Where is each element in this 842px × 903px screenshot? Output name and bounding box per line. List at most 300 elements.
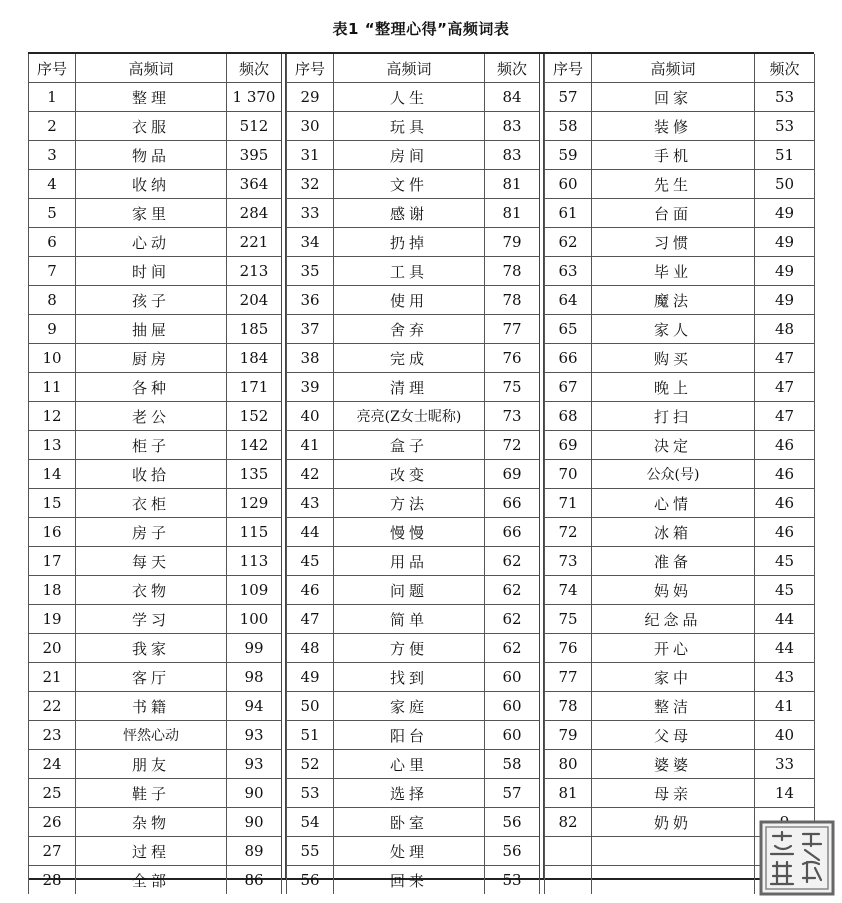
row-index: 71	[545, 489, 592, 518]
table-row	[29, 489, 282, 518]
row-index: 43	[287, 489, 334, 518]
row-index: 16	[29, 518, 76, 547]
row-word: 人生	[334, 83, 485, 112]
table-row	[287, 634, 540, 663]
row-index: 22	[29, 692, 76, 721]
row-index: 32	[287, 170, 334, 199]
row-word: 婆婆	[592, 750, 755, 779]
table-row	[287, 866, 540, 895]
row-word: 公众(号)	[592, 460, 755, 489]
row-frequency: 47	[755, 373, 815, 402]
row-word: 亮亮(Z女士昵称)	[334, 402, 485, 431]
row-frequency: 57	[485, 779, 540, 808]
row-frequency: 75	[485, 373, 540, 402]
row-frequency: 49	[755, 286, 815, 315]
row-word: 简单	[334, 605, 485, 634]
row-frequency: 98	[227, 663, 282, 692]
row-word: 完成	[334, 344, 485, 373]
row-frequency: 100	[227, 605, 282, 634]
row-frequency: 53	[485, 866, 540, 895]
row-index: 37	[287, 315, 334, 344]
row-index: 68	[545, 402, 592, 431]
table-row	[29, 373, 282, 402]
row-index: 42	[287, 460, 334, 489]
table-row	[287, 112, 540, 141]
row-index: 1	[29, 83, 76, 112]
header-index: 序号	[287, 54, 334, 83]
table-block-1	[28, 54, 282, 894]
row-word: 朋友	[76, 750, 227, 779]
row-frequency: 33	[755, 750, 815, 779]
table-row	[287, 344, 540, 373]
row-word: 物品	[76, 141, 227, 170]
row-frequency: 46	[755, 518, 815, 547]
row-frequency: 152	[227, 402, 282, 431]
table-row	[287, 315, 540, 344]
row-frequency: 62	[485, 605, 540, 634]
row-frequency: 56	[485, 837, 540, 866]
row-word: 文件	[334, 170, 485, 199]
table-row	[545, 83, 815, 112]
table-row	[29, 634, 282, 663]
row-index: 34	[287, 228, 334, 257]
row-index	[545, 837, 592, 866]
row-index: 58	[545, 112, 592, 141]
row-index: 4	[29, 170, 76, 199]
row-index: 56	[287, 866, 334, 895]
row-index: 53	[287, 779, 334, 808]
row-index: 19	[29, 605, 76, 634]
table-row	[287, 228, 540, 257]
row-word: 房子	[76, 518, 227, 547]
table-row	[545, 489, 815, 518]
row-index: 70	[545, 460, 592, 489]
row-word: 问题	[334, 576, 485, 605]
row-word: 开心	[592, 634, 755, 663]
row-frequency: 47	[755, 344, 815, 373]
row-word: 收纳	[76, 170, 227, 199]
row-frequency: 14	[755, 779, 815, 808]
table-row	[545, 547, 815, 576]
header-word: 高频词	[76, 54, 227, 83]
row-frequency: 142	[227, 431, 282, 460]
row-frequency: 221	[227, 228, 282, 257]
table-row	[29, 286, 282, 315]
row-frequency: 395	[227, 141, 282, 170]
row-frequency: 53	[755, 83, 815, 112]
row-frequency: 46	[755, 489, 815, 518]
row-index: 75	[545, 605, 592, 634]
row-word: 厨房	[76, 344, 227, 373]
frequency-table	[28, 52, 814, 890]
row-word: 工具	[334, 257, 485, 286]
row-word: 选择	[334, 779, 485, 808]
header-word: 高频词	[334, 54, 485, 83]
row-word: 怦然心动	[76, 721, 227, 750]
row-frequency: 94	[227, 692, 282, 721]
table-row	[29, 808, 282, 837]
row-index: 20	[29, 634, 76, 663]
row-index: 65	[545, 315, 592, 344]
row-frequency: 44	[755, 634, 815, 663]
row-word: 习惯	[592, 228, 755, 257]
table-row	[545, 402, 815, 431]
row-index: 78	[545, 692, 592, 721]
header-index: 序号	[545, 54, 592, 83]
table-row	[287, 257, 540, 286]
row-word: 家庭	[334, 692, 485, 721]
row-index: 60	[545, 170, 592, 199]
row-word: 杂物	[76, 808, 227, 837]
row-frequency: 185	[227, 315, 282, 344]
row-index: 48	[287, 634, 334, 663]
row-frequency: 90	[227, 808, 282, 837]
row-word: 扔掉	[334, 228, 485, 257]
row-word: 各种	[76, 373, 227, 402]
table-row	[29, 257, 282, 286]
table-row	[287, 83, 540, 112]
table-row	[545, 373, 815, 402]
row-word: 抽屉	[76, 315, 227, 344]
row-word: 阳台	[334, 721, 485, 750]
table-row	[545, 170, 815, 199]
row-word: 老公	[76, 402, 227, 431]
row-word: 奶奶	[592, 808, 755, 837]
row-index: 2	[29, 112, 76, 141]
row-index: 76	[545, 634, 592, 663]
row-index: 74	[545, 576, 592, 605]
row-frequency: 51	[755, 141, 815, 170]
table-block-3	[544, 54, 815, 894]
row-frequency: 86	[227, 866, 282, 895]
row-word: 心里	[334, 750, 485, 779]
row-index: 54	[287, 808, 334, 837]
table-row	[287, 170, 540, 199]
row-index: 5	[29, 199, 76, 228]
row-frequency: 89	[227, 837, 282, 866]
row-word: 找到	[334, 663, 485, 692]
row-frequency: 43	[755, 663, 815, 692]
table-row	[29, 199, 282, 228]
row-index: 81	[545, 779, 592, 808]
row-frequency: 53	[755, 112, 815, 141]
row-index: 33	[287, 199, 334, 228]
row-word: 心动	[76, 228, 227, 257]
row-index: 64	[545, 286, 592, 315]
row-index: 61	[545, 199, 592, 228]
table-row	[287, 750, 540, 779]
row-frequency: 83	[485, 112, 540, 141]
row-word: 衣物	[76, 576, 227, 605]
row-index: 69	[545, 431, 592, 460]
table-row	[29, 344, 282, 373]
row-index: 66	[545, 344, 592, 373]
row-frequency: 171	[227, 373, 282, 402]
row-word: 使用	[334, 286, 485, 315]
row-frequency: 81	[485, 170, 540, 199]
row-index: 49	[287, 663, 334, 692]
row-index: 21	[29, 663, 76, 692]
row-index: 47	[287, 605, 334, 634]
table-row	[545, 141, 815, 170]
row-index: 59	[545, 141, 592, 170]
row-index: 38	[287, 344, 334, 373]
row-word: 晚上	[592, 373, 755, 402]
row-frequency: 512	[227, 112, 282, 141]
row-frequency: 113	[227, 547, 282, 576]
row-frequency: 81	[485, 199, 540, 228]
row-word: 父母	[592, 721, 755, 750]
row-index: 18	[29, 576, 76, 605]
row-word: 处理	[334, 837, 485, 866]
table-row	[287, 402, 540, 431]
row-word: 整理	[76, 83, 227, 112]
row-word: 家里	[76, 199, 227, 228]
row-index: 14	[29, 460, 76, 489]
row-index: 82	[545, 808, 592, 837]
table-row	[287, 431, 540, 460]
row-frequency: 204	[227, 286, 282, 315]
table-row	[287, 199, 540, 228]
row-frequency: 99	[227, 634, 282, 663]
row-frequency: 84	[485, 83, 540, 112]
row-index: 31	[287, 141, 334, 170]
table-row	[545, 634, 815, 663]
table-row	[545, 605, 815, 634]
table-row	[545, 112, 815, 141]
table-row	[287, 518, 540, 547]
row-word: 卧室	[334, 808, 485, 837]
table-row	[29, 141, 282, 170]
header-freq: 频次	[485, 54, 540, 83]
row-word: 衣柜	[76, 489, 227, 518]
row-word: 魔法	[592, 286, 755, 315]
table-row	[287, 489, 540, 518]
row-word: 毕业	[592, 257, 755, 286]
table-row	[29, 315, 282, 344]
row-frequency: 48	[755, 315, 815, 344]
row-word: 衣服	[76, 112, 227, 141]
table-row	[29, 837, 282, 866]
row-word	[592, 866, 755, 895]
row-index: 35	[287, 257, 334, 286]
row-frequency: 44	[755, 605, 815, 634]
row-frequency: 46	[755, 460, 815, 489]
row-frequency: 46	[755, 431, 815, 460]
row-frequency: 49	[755, 199, 815, 228]
row-index: 13	[29, 431, 76, 460]
table-row	[29, 83, 282, 112]
table-row	[287, 692, 540, 721]
table-row	[287, 808, 540, 837]
row-index: 26	[29, 808, 76, 837]
row-frequency: 93	[227, 750, 282, 779]
row-index: 52	[287, 750, 334, 779]
row-word: 改变	[334, 460, 485, 489]
row-word: 母亲	[592, 779, 755, 808]
row-word: 盒子	[334, 431, 485, 460]
row-frequency: 58	[485, 750, 540, 779]
row-index: 17	[29, 547, 76, 576]
table-block-2	[286, 54, 540, 894]
row-word: 纪念品	[592, 605, 755, 634]
row-index: 45	[287, 547, 334, 576]
header-index: 序号	[29, 54, 76, 83]
row-word: 慢慢	[334, 518, 485, 547]
table-title: 表1 “整理心得”高频词表	[332, 20, 510, 38]
row-index: 3	[29, 141, 76, 170]
row-index: 23	[29, 721, 76, 750]
row-frequency: 78	[485, 257, 540, 286]
row-frequency: 60	[485, 692, 540, 721]
row-frequency: 62	[485, 576, 540, 605]
table-row	[545, 431, 815, 460]
row-frequency: 50	[755, 170, 815, 199]
header-freq: 频次	[755, 54, 815, 83]
row-word: 房间	[334, 141, 485, 170]
table-row	[287, 141, 540, 170]
row-word: 台面	[592, 199, 755, 228]
row-frequency: 93	[227, 721, 282, 750]
table-row	[287, 663, 540, 692]
row-word: 方法	[334, 489, 485, 518]
row-frequency: 184	[227, 344, 282, 373]
row-frequency: 109	[227, 576, 282, 605]
row-frequency: 49	[755, 228, 815, 257]
row-word: 书籍	[76, 692, 227, 721]
table-row	[545, 663, 815, 692]
table-row	[545, 315, 815, 344]
row-index: 10	[29, 344, 76, 373]
row-word: 我家	[76, 634, 227, 663]
table-row	[29, 170, 282, 199]
table-row	[29, 692, 282, 721]
row-index: 44	[287, 518, 334, 547]
table-row	[287, 779, 540, 808]
table-row	[545, 286, 815, 315]
seal-stamp-logo	[757, 818, 837, 898]
table-row	[287, 460, 540, 489]
row-index: 12	[29, 402, 76, 431]
row-word: 每天	[76, 547, 227, 576]
table-row	[287, 373, 540, 402]
row-index: 15	[29, 489, 76, 518]
table-row	[545, 692, 815, 721]
row-frequency: 69	[485, 460, 540, 489]
table-row	[545, 721, 815, 750]
row-index: 9	[29, 315, 76, 344]
row-word: 回来	[334, 866, 485, 895]
table-row	[545, 257, 815, 286]
row-word: 准备	[592, 547, 755, 576]
table-row	[545, 779, 815, 808]
row-word: 家人	[592, 315, 755, 344]
row-word: 决定	[592, 431, 755, 460]
row-word: 妈妈	[592, 576, 755, 605]
row-index: 30	[287, 112, 334, 141]
row-frequency: 83	[485, 141, 540, 170]
table-row	[29, 460, 282, 489]
row-word: 学习	[76, 605, 227, 634]
row-frequency: 73	[485, 402, 540, 431]
table-row	[29, 547, 282, 576]
row-index: 63	[545, 257, 592, 286]
row-word: 全部	[76, 866, 227, 895]
row-frequency: 77	[485, 315, 540, 344]
row-frequency: 62	[485, 634, 540, 663]
row-frequency: 115	[227, 518, 282, 547]
row-index: 8	[29, 286, 76, 315]
row-index: 73	[545, 547, 592, 576]
row-word: 时间	[76, 257, 227, 286]
table-row	[29, 228, 282, 257]
row-index: 28	[29, 866, 76, 895]
row-index: 36	[287, 286, 334, 315]
row-index: 55	[287, 837, 334, 866]
header-freq: 频次	[227, 54, 282, 83]
row-index: 6	[29, 228, 76, 257]
row-word: 用品	[334, 547, 485, 576]
row-word: 冰箱	[592, 518, 755, 547]
row-index: 29	[287, 83, 334, 112]
row-word: 玩具	[334, 112, 485, 141]
row-frequency: 66	[485, 518, 540, 547]
row-word: 购买	[592, 344, 755, 373]
row-word: 手机	[592, 141, 755, 170]
row-word: 过程	[76, 837, 227, 866]
row-frequency: 40	[755, 721, 815, 750]
row-frequency: 129	[227, 489, 282, 518]
row-frequency: 45	[755, 576, 815, 605]
row-frequency: 78	[485, 286, 540, 315]
row-index: 67	[545, 373, 592, 402]
row-frequency: 60	[485, 663, 540, 692]
row-frequency: 41	[755, 692, 815, 721]
row-frequency: 66	[485, 489, 540, 518]
table-row	[545, 460, 815, 489]
row-index: 50	[287, 692, 334, 721]
row-frequency: 60	[485, 721, 540, 750]
row-index: 24	[29, 750, 76, 779]
row-frequency: 45	[755, 547, 815, 576]
row-word: 方便	[334, 634, 485, 663]
row-frequency: 62	[485, 547, 540, 576]
row-word: 家中	[592, 663, 755, 692]
row-word: 打扫	[592, 402, 755, 431]
row-frequency: 135	[227, 460, 282, 489]
table-row	[545, 750, 815, 779]
table-row	[29, 576, 282, 605]
row-frequency: 76	[485, 344, 540, 373]
row-frequency: 90	[227, 779, 282, 808]
row-index: 46	[287, 576, 334, 605]
row-word: 装修	[592, 112, 755, 141]
row-word: 清理	[334, 373, 485, 402]
row-word: 回家	[592, 83, 755, 112]
row-index: 41	[287, 431, 334, 460]
row-index: 72	[545, 518, 592, 547]
table-row	[29, 750, 282, 779]
row-frequency: 364	[227, 170, 282, 199]
row-word: 孩子	[76, 286, 227, 315]
row-word: 心情	[592, 489, 755, 518]
row-frequency: 1 370	[227, 83, 282, 112]
row-word: 鞋子	[76, 779, 227, 808]
row-index	[545, 866, 592, 895]
row-word: 整洁	[592, 692, 755, 721]
row-word: 感谢	[334, 199, 485, 228]
row-word: 收拾	[76, 460, 227, 489]
